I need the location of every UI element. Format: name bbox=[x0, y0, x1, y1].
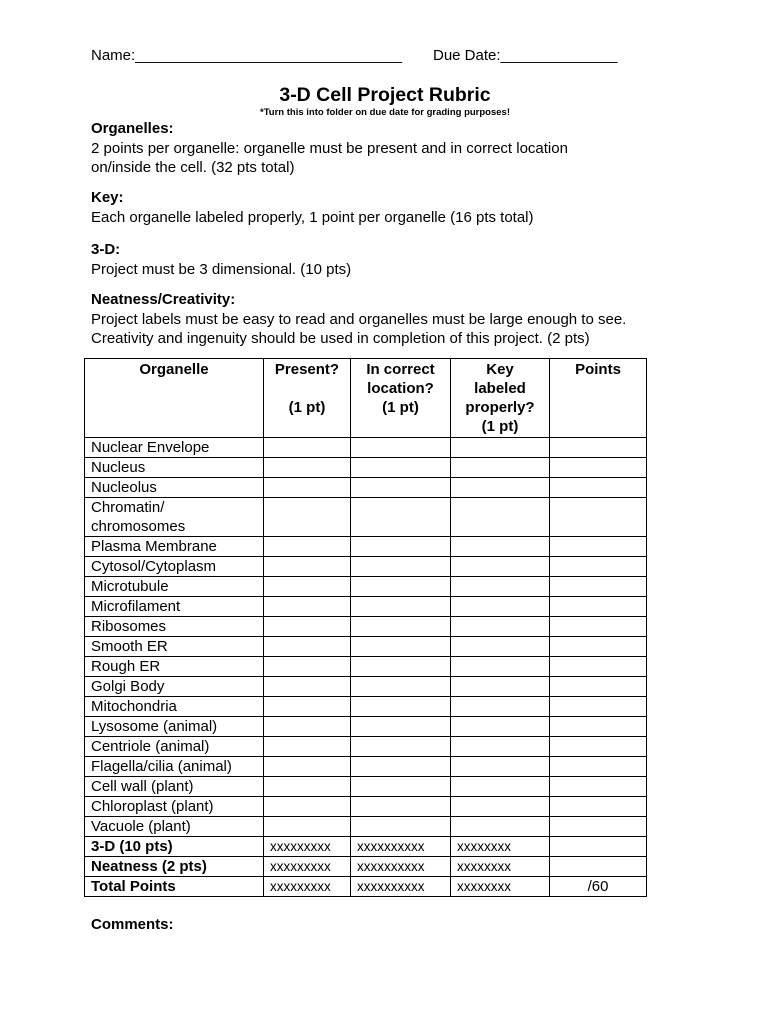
location-cell bbox=[351, 717, 451, 737]
section-body: 2 points per organelle: organelle must be present and in correct location on/inside the cell. (32 pts total) bbox=[91, 139, 568, 176]
section-heading: 3-D: bbox=[91, 241, 121, 258]
organelle-name: Mitochondria bbox=[85, 697, 264, 717]
key-cell bbox=[451, 797, 550, 817]
summary-row bbox=[85, 837, 647, 857]
organelle-name: Microtubule bbox=[85, 577, 264, 597]
location-cell bbox=[351, 777, 451, 797]
points-cell bbox=[550, 577, 647, 597]
section-heading: Organelles: bbox=[91, 120, 174, 137]
name-field-label: Name:________________________________ bbox=[91, 47, 403, 64]
present-cell bbox=[264, 438, 351, 458]
location-cell bbox=[351, 617, 451, 637]
points-cell bbox=[550, 637, 647, 657]
points-cell bbox=[550, 777, 647, 797]
key-cell bbox=[451, 478, 550, 498]
points-cell bbox=[550, 717, 647, 737]
key-cell bbox=[451, 737, 550, 757]
key-cell bbox=[451, 537, 550, 557]
key-cell bbox=[451, 577, 550, 597]
section-heading: Key: bbox=[91, 189, 124, 206]
table-row bbox=[85, 557, 647, 577]
present-cell bbox=[264, 697, 351, 717]
present-cell bbox=[264, 478, 351, 498]
points-cell bbox=[550, 837, 647, 857]
location-cell bbox=[351, 697, 451, 717]
present-cell bbox=[264, 677, 351, 697]
present-cell bbox=[264, 797, 351, 817]
present-cell bbox=[264, 657, 351, 677]
present-cell bbox=[264, 498, 351, 537]
key-cell bbox=[451, 677, 550, 697]
organelle-name: Chromatin/ chromosomes bbox=[85, 498, 264, 537]
present-cell bbox=[264, 717, 351, 737]
section-body: Each organelle labeled properly, 1 point per organelle (16 pts total) bbox=[91, 208, 534, 226]
present-cell bbox=[264, 777, 351, 797]
points-cell bbox=[550, 737, 647, 757]
table-row bbox=[85, 438, 647, 458]
points-cell bbox=[550, 677, 647, 697]
folder-note: *Turn this into folder on due date for grading purposes! bbox=[260, 107, 510, 118]
location-cell bbox=[351, 597, 451, 617]
due-date-field-label: Due Date:______________ bbox=[433, 47, 618, 64]
location-cell bbox=[351, 737, 451, 757]
points-cell bbox=[550, 478, 647, 498]
key-cell bbox=[451, 817, 550, 837]
col-header-key: Key labeled properly? (1 pt) bbox=[451, 359, 550, 438]
points-cell bbox=[550, 857, 647, 877]
present-cell: xxxxxxxxx bbox=[264, 877, 351, 897]
organelle-name: Nucleus bbox=[85, 458, 264, 478]
present-cell bbox=[264, 577, 351, 597]
present-cell bbox=[264, 757, 351, 777]
points-cell bbox=[550, 537, 647, 557]
location-cell bbox=[351, 498, 451, 537]
key-cell: xxxxxxxx bbox=[451, 877, 550, 897]
location-cell: xxxxxxxxxx bbox=[351, 877, 451, 897]
organelle-name: Cell wall (plant) bbox=[85, 777, 264, 797]
section-heading: Neatness/Creativity: bbox=[91, 291, 236, 308]
location-cell bbox=[351, 458, 451, 478]
location-cell bbox=[351, 557, 451, 577]
key-cell bbox=[451, 657, 550, 677]
table-row bbox=[85, 597, 647, 617]
points-cell bbox=[550, 697, 647, 717]
organelle-name: Microfilament bbox=[85, 597, 264, 617]
organelle-name: Nucleolus bbox=[85, 478, 264, 498]
table-row bbox=[85, 498, 647, 537]
table-row bbox=[85, 817, 647, 837]
present-cell: xxxxxxxxx bbox=[264, 837, 351, 857]
points-cell bbox=[550, 617, 647, 637]
location-cell bbox=[351, 537, 451, 557]
table-row bbox=[85, 797, 647, 817]
location-cell bbox=[351, 797, 451, 817]
present-cell bbox=[264, 557, 351, 577]
summary-row bbox=[85, 877, 647, 897]
key-cell: xxxxxxxx bbox=[451, 837, 550, 857]
col-header-organelle: Organelle bbox=[85, 359, 264, 438]
section-organelles bbox=[91, 119, 568, 178]
comments-label: Comments: bbox=[91, 916, 174, 933]
present-cell bbox=[264, 597, 351, 617]
organelle-name: Nuclear Envelope bbox=[85, 438, 264, 458]
present-cell bbox=[264, 637, 351, 657]
col-header-present: Present? (1 pt) bbox=[264, 359, 351, 438]
points-cell: /60 bbox=[550, 877, 647, 897]
points-cell bbox=[550, 797, 647, 817]
location-cell: xxxxxxxxxx bbox=[351, 837, 451, 857]
location-cell bbox=[351, 577, 451, 597]
key-cell bbox=[451, 458, 550, 478]
section-body: Project must be 3 dimensional. (10 pts) bbox=[91, 260, 352, 278]
location-cell bbox=[351, 657, 451, 677]
organelle-name: Plasma Membrane bbox=[85, 537, 264, 557]
key-cell bbox=[451, 717, 550, 737]
section-body: Project labels must be easy to read and organelles must be large enough to see. Creativity and ingenuity should be used in completion of this project. (2 pts) bbox=[91, 310, 627, 347]
points-cell bbox=[550, 817, 647, 837]
table-row bbox=[85, 757, 647, 777]
key-cell bbox=[451, 777, 550, 797]
key-cell bbox=[451, 757, 550, 777]
points-cell bbox=[550, 438, 647, 458]
table-row bbox=[85, 537, 647, 557]
page-title: 3-D Cell Project Rubric bbox=[279, 84, 491, 106]
present-cell bbox=[264, 737, 351, 757]
section-neatness bbox=[91, 290, 626, 349]
table-row bbox=[85, 777, 647, 797]
section-key bbox=[91, 188, 534, 227]
organelle-name: Rough ER bbox=[85, 657, 264, 677]
points-cell bbox=[550, 757, 647, 777]
key-cell bbox=[451, 498, 550, 537]
key-cell bbox=[451, 438, 550, 458]
location-cell bbox=[351, 438, 451, 458]
summary-label: 3-D (10 pts) bbox=[85, 837, 264, 857]
organelle-name: Flagella/cilia (animal) bbox=[85, 757, 264, 777]
summary-label: Total Points bbox=[85, 877, 264, 897]
organelle-name: Lysosome (animal) bbox=[85, 717, 264, 737]
table-row bbox=[85, 478, 647, 498]
rubric-table bbox=[84, 358, 647, 897]
table-row bbox=[85, 717, 647, 737]
points-cell bbox=[550, 557, 647, 577]
location-cell bbox=[351, 817, 451, 837]
organelle-name: Ribosomes bbox=[85, 617, 264, 637]
key-cell bbox=[451, 557, 550, 577]
table-row bbox=[85, 577, 647, 597]
organelle-name: Golgi Body bbox=[85, 677, 264, 697]
table-row bbox=[85, 697, 647, 717]
points-cell bbox=[550, 657, 647, 677]
summary-label: Neatness (2 pts) bbox=[85, 857, 264, 877]
location-cell: xxxxxxxxxx bbox=[351, 857, 451, 877]
organelle-name: Chloroplast (plant) bbox=[85, 797, 264, 817]
summary-row bbox=[85, 857, 647, 877]
organelle-name: Smooth ER bbox=[85, 637, 264, 657]
points-cell bbox=[550, 458, 647, 478]
location-cell bbox=[351, 757, 451, 777]
present-cell: xxxxxxxxx bbox=[264, 857, 351, 877]
organelle-name: Cytosol/Cytoplasm bbox=[85, 557, 264, 577]
present-cell bbox=[264, 458, 351, 478]
location-cell bbox=[351, 677, 451, 697]
table-row bbox=[85, 657, 647, 677]
organelle-name: Vacuole (plant) bbox=[85, 817, 264, 837]
key-cell: xxxxxxxx bbox=[451, 857, 550, 877]
location-cell bbox=[351, 637, 451, 657]
col-header-points: Points bbox=[550, 359, 647, 438]
table-header-row bbox=[85, 359, 647, 438]
col-header-location: In correct location? (1 pt) bbox=[351, 359, 451, 438]
section-3d bbox=[91, 240, 351, 279]
present-cell bbox=[264, 817, 351, 837]
key-cell bbox=[451, 697, 550, 717]
points-cell bbox=[550, 498, 647, 537]
table-row bbox=[85, 677, 647, 697]
organelle-name: Centriole (animal) bbox=[85, 737, 264, 757]
location-cell bbox=[351, 478, 451, 498]
table-row bbox=[85, 637, 647, 657]
table-row bbox=[85, 737, 647, 757]
table-row bbox=[85, 617, 647, 637]
present-cell bbox=[264, 617, 351, 637]
table-row bbox=[85, 458, 647, 478]
key-cell bbox=[451, 597, 550, 617]
points-cell bbox=[550, 597, 647, 617]
key-cell bbox=[451, 617, 550, 637]
present-cell bbox=[264, 537, 351, 557]
key-cell bbox=[451, 637, 550, 657]
